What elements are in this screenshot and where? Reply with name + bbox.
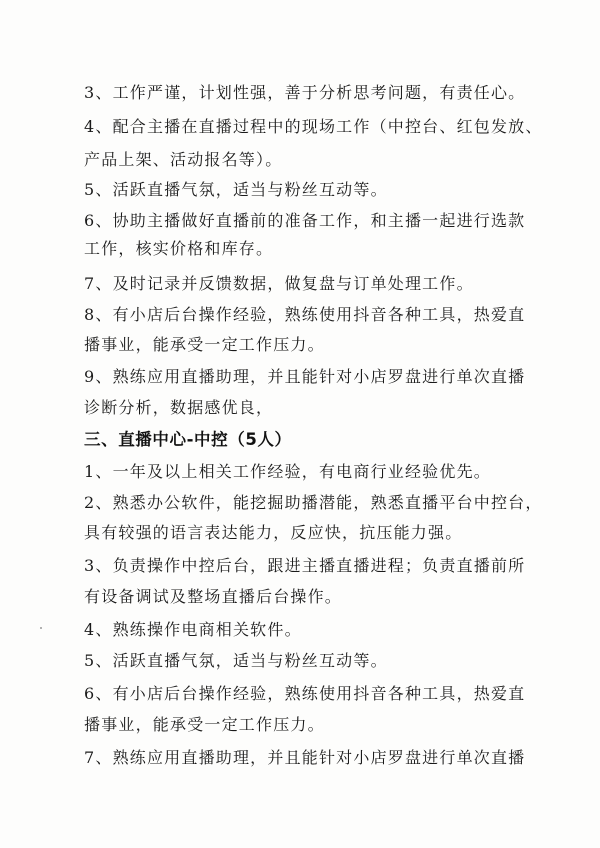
text-line: 3、负责操作中控后台，跟进主播直播进程；负责直播前所 [84,556,526,575]
text-line: 诊断分析，数据感优良， [84,398,274,417]
text-line: 6、有小店后台操作经验，熟练使用抖音各种工具，热爱直 [84,684,526,703]
text-line: 有设备调试及整场直播后台操作。 [84,587,343,606]
section-heading: 三、直播中心-中控（5人） [84,430,292,449]
text-line: 播事业，能承受一定工作压力。 [84,715,325,734]
text-line: 8、有小店后台操作经验，熟练使用抖音各种工具，热爱直 [84,305,526,324]
text-line: 具有较强的语言表达能力，反应快，抗压能力强。 [84,523,463,542]
text-line: 2、熟悉办公软件，能挖掘助播潜能，熟悉直播平台中控台， [84,493,543,512]
text-line: 5、活跃直播气氛，适当与粉丝互动等。 [84,651,388,670]
text-line: 7、及时记录并反馈数据，做复盘与订单处理工作。 [84,274,474,293]
text-line: 1、一年及以上相关工作经验，有电商行业经验优先。 [84,462,491,481]
text-line: 工作，核实价格和库存。 [84,239,274,258]
text-line: 6、协助主播做好直播前的准备工作，和主播一起进行选款 [84,211,526,230]
text-line: 3、工作严谨，计划性强，善于分析思考问题，有责任心。 [84,83,526,102]
text-line: 5、活跃直播气氛，适当与粉丝互动等。 [84,180,388,199]
text-line: 4、配合主播在直播过程中的现场工作（中控台、红包发放、 [84,117,543,136]
text-line: 播事业，能承受一定工作压力。 [84,335,325,354]
text-line: 4、熟练操作电商相关软件。 [84,620,302,639]
scan-speck [40,627,42,629]
text-line: 产品上架、活动报名等）。 [84,150,283,169]
text-line: 7、熟练应用直播助理，并且能针对小店罗盘进行单次直播 [84,748,526,767]
text-line: 9、熟练应用直播助理，并且能针对小店罗盘进行单次直播 [84,367,526,386]
